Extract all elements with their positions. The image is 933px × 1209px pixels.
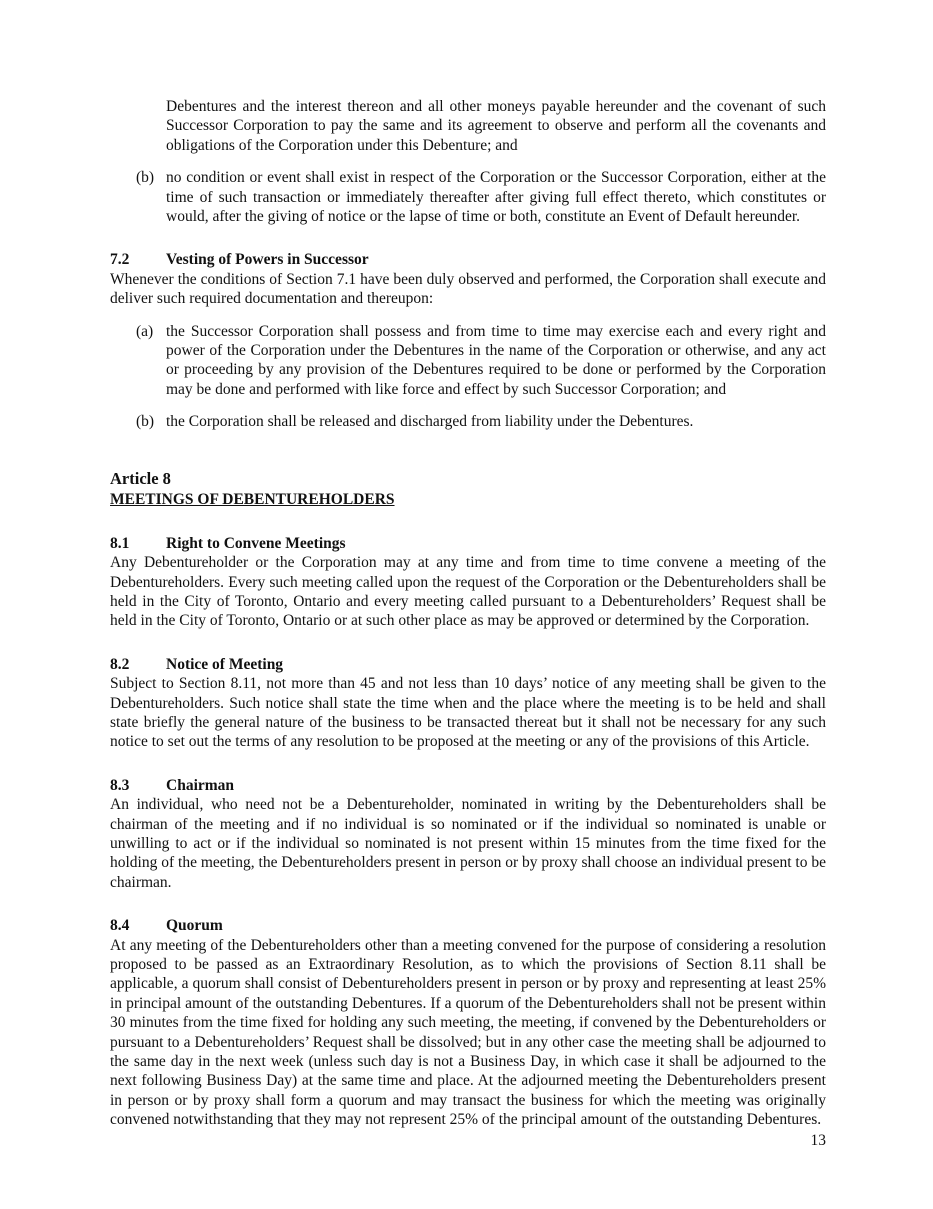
article-8-subheading: MEETINGS OF DEBENTUREHOLDERS	[110, 490, 395, 508]
document-content	[110, 97, 826, 1130]
page-number: 13	[810, 1132, 826, 1149]
section-title: Vesting of Powers in Successor	[166, 251, 369, 269]
section-title: Notice of Meeting	[166, 655, 284, 673]
section-number: 7.2	[110, 251, 130, 269]
list-item-7-2-a	[136, 322, 826, 400]
continuation-paragraph: Debentures and the interest thereon and all other moneys payable hereunder and the covenant of such Successor Corporation to pay the same and its agreement to observe and perform all the covenants and obligations of the Corporation under this Debenture; and	[166, 98, 826, 154]
section-8-1-body: Any Debentureholder or the Corporation may at any time and from time to time convene a meeting of the Debentureholders. Every such meeting called upon the request of the Corporation or the Debentureholders shall be held in the City of Toronto, Ontario and every meeting called pursuant to a Debentureholders’ Request shall be held in the City of Toronto, Ontario or at such other place as may be approved or determined by the Corporation.	[110, 554, 826, 630]
section-8-2-body: Subject to Section 8.11, not more than 45 and not less than 10 days’ notice of any meeting shall be given to the Debentureholders. Such notice shall state the time when and the place where the meeting is to be held and shall state briefly the general nature of the business to be transacted thereat but it shall not be necessary for any such notice to set out the terms of any resolution to be proposed at the meeting or any of the provisions of this Article.	[110, 675, 826, 751]
list-item-intro-b	[136, 168, 826, 226]
list-item-7-2-b	[136, 412, 826, 431]
item-label: (b)	[136, 169, 155, 187]
section-number: 8.4	[110, 917, 130, 935]
section-title: Right to Convene Meetings	[166, 534, 346, 552]
section-8-4-body: At any meeting of the Debentureholders other than a meeting convened for the purpose of considering a resolution proposed to be passed as an Extraordinary Resolution, as to which the provisions of Section 8.11 shall be applicable, a quorum shall consist of Debentureholders present in person or by proxy and representing at least 25% in principal amount of the outstanding Debentures. If a quorum of the Debentureholders shall not be present within 30 minutes from the time fixed for holding any such meeting, the meeting, if convened by the Debentureholders or pursuant to a Debentureholders’ Request shall be dissolved; but in any other case the meeting shall be adjourned to the same day in the next week (unless such day is not a Business Day, in which case it shall be adjourned to the next following Business Day) at the same time and place. At the adjourned meeting the Debentureholders present in person or by proxy shall form a quorum and may transact the business for which the meeting was originally convened notwithstanding that they may not represent 25% of the principal amount of the outstanding Debentures.	[110, 936, 826, 1129]
item-label: (a)	[136, 322, 154, 340]
item-text: the Corporation shall be released and discharged from liability under the Debentures.	[166, 413, 694, 431]
section-7-2-body: Whenever the conditions of Section 7.1 have been duly observed and performed, the Corporation shall execute and deliver such required documentation and thereupon:	[110, 270, 826, 308]
section-8-3-heading	[110, 776, 826, 795]
item-label: (b)	[136, 413, 155, 431]
section-7-2-heading	[110, 250, 826, 269]
article-8-heading: Article 8	[110, 468, 171, 488]
section-number: 8.1	[110, 534, 130, 552]
section-title: Chairman	[166, 776, 235, 794]
section-number: 8.2	[110, 655, 130, 673]
section-8-2-heading	[110, 655, 826, 674]
section-8-4-heading	[110, 916, 826, 935]
item-text: the Successor Corporation shall possess and from time to time may exercise each and every right and power of the Corporation under the Debentures in the name of the Corporation or otherwise, and any act or proceeding by any provision of the Debentures required to be done or performed by the Corporation may be done and performed with like force and effect by such Successor Corporation; and	[166, 322, 826, 398]
item-text: no condition or event shall exist in respect of the Corporation or the Successor Corporation, either at the time of such transaction or immediately thereafter after giving full effect thereto, which constitutes or would, after the giving of notice or the lapse of time or both, constitute an Event of Default hereunder.	[166, 169, 826, 226]
section-number: 8.3	[110, 776, 130, 794]
section-title: Quorum	[166, 917, 223, 935]
section-8-1-heading	[110, 534, 826, 553]
section-8-3-body: An individual, who need not be a Debentureholder, nominated in writing by the Debentureholders shall be chairman of the meeting and if no individual is so nominated or if the individual so nominated is unable or unwilling to act or if the individual so nominated is not present within 15 minutes from the time fixed for the holding of the meeting, the Debentureholders present in person or by proxy shall choose an individual present to be chairman.	[110, 796, 826, 891]
